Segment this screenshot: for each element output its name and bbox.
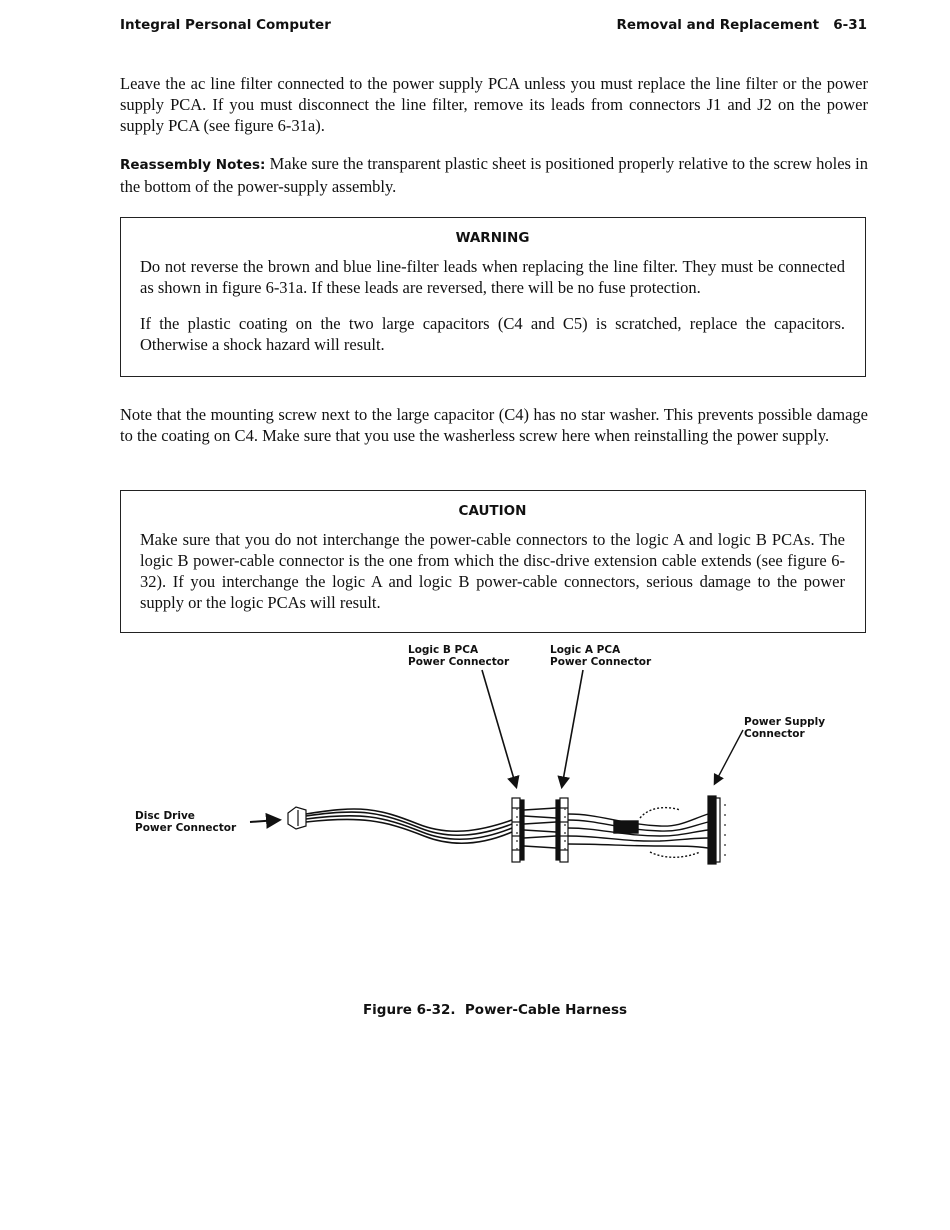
- logic-b-label-line2: Power Connector: [408, 656, 510, 668]
- power-supply-leader-arrow: [715, 730, 743, 783]
- disc-drive-label-line1: Disc Drive: [135, 810, 195, 822]
- reassembly-notes-label: Reassembly Notes:: [120, 157, 266, 173]
- paragraph-mounting-screw: Note that the mounting screw next to the large capacitor (C4) has no star washer. This prevents possible damage to the coating on C4. Make sure that you use the washerless screw here when reinstalling the power supply.: [120, 405, 868, 445]
- logic-a-leader-arrow: [562, 670, 583, 786]
- header-title: Integral Personal Computer: [120, 17, 331, 33]
- logic-b-label-line1: Logic B PCA: [408, 644, 479, 656]
- disc-drive-connector: [288, 807, 306, 829]
- power-supply-label-line1: Power Supply: [744, 716, 826, 728]
- disc-drive-extension-cable: [306, 809, 512, 843]
- cable-harness-drawing: [120, 638, 870, 898]
- logic-a-connector: [556, 798, 568, 862]
- header-section: Removal and Replacement 6-31: [616, 17, 867, 33]
- logic-a-label-line1: Logic A PCA: [550, 644, 621, 656]
- caution-text: Make sure that you do not interchange the power-cable connectors to the logic A and logic B PCAs. The logic B power-cable connector is the one from which the disc-drive extension cable extends (see figure 6-32). If you interchange the logic A and logic B power-cable connectors, serious damage to the power supply or the logic PCAs will result.: [140, 530, 845, 612]
- inter-connector-cables: [524, 808, 556, 848]
- warning-text-2: If the plastic coating on the two large capacitors (C4 and C5) is scratched, replace the capacitors. Otherwise a shock hazard will result.: [140, 314, 845, 354]
- logic-b-connector: [512, 798, 524, 862]
- warning-text-1: Do not reverse the brown and blue line-filter leads when replacing the line filter. They must be connected as shown in figure 6-31a. If these leads are reversed, there will be no fuse protection.: [140, 257, 845, 297]
- warning-box: [120, 217, 866, 377]
- power-supply-cables: [568, 808, 708, 858]
- figure-caption: Figure 6-32. Power-Cable Harness: [362, 1002, 628, 1018]
- paragraph-line-filter: Leave the ac line filter connected to the power supply PCA unless you must replace the line filter or the power supply PCA. If you must disconnect the line filter, remove its leads from connectors J1 and J2 on the power supply PCA (see figure 6-31a).: [120, 74, 868, 135]
- power-cable-harness-figure: [120, 638, 870, 898]
- disc-drive-label-line2: Power Connector: [135, 822, 237, 834]
- caution-box: [120, 490, 866, 633]
- power-supply-label-line2: Connector: [744, 728, 805, 740]
- reassembly-notes-text: Make sure the transparent plastic sheet is positioned properly relative to the screw holes in the bottom of the power-supply assembly.: [120, 154, 868, 196]
- disc-drive-leader-arrow: [250, 820, 278, 822]
- logic-b-leader-arrow: [482, 670, 516, 786]
- caution-title: CAUTION: [458, 503, 527, 519]
- paragraph-reassembly-notes: [120, 153, 868, 197]
- warning-title: WARNING: [455, 230, 530, 246]
- logic-a-label-line2: Power Connector: [550, 656, 652, 668]
- page-header: [120, 17, 867, 37]
- power-supply-connector: [708, 796, 720, 864]
